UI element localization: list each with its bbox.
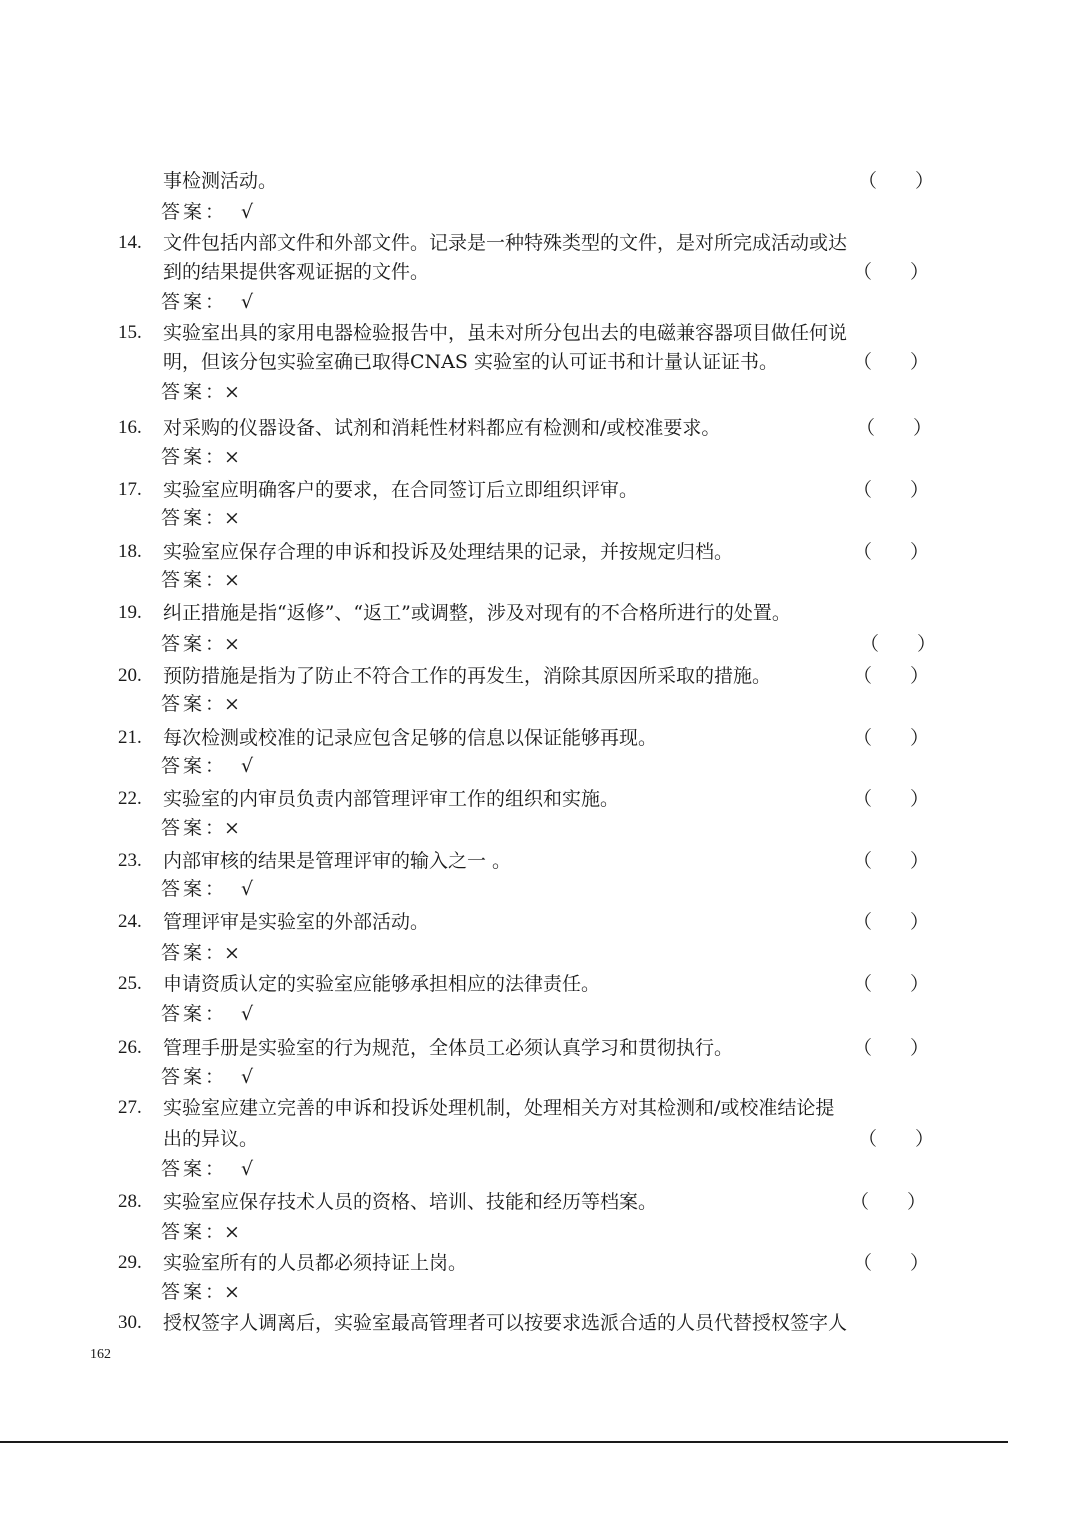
answer-mark: × [224, 693, 240, 715]
answer-20 [0, 689, 1080, 719]
answer-mark: √ [241, 1003, 254, 1025]
answer-label: 答案： [161, 755, 228, 777]
question-text: 对采购的仪器设备、试剂和消耗性材料都应有检测和/或校准要求。 [163, 417, 721, 439]
question-26 [0, 1033, 1080, 1063]
answer-16 [0, 442, 1080, 472]
question-number: 26. [118, 1037, 142, 1058]
question-number: 24. [118, 911, 142, 932]
question-text: 出的异议。 [163, 1128, 259, 1150]
question-text: 授权签字人调离后，实验室最高管理者可以按要求选派合适的人员代替授权签字人 [163, 1312, 848, 1334]
answer-blank: （ ） [853, 788, 930, 810]
answer-label: 答案： [161, 201, 228, 223]
question-text: 内部审核的结果是管理评审的输入之一 。 [163, 850, 512, 872]
question-number: 22. [118, 788, 142, 809]
question-text: 申请资质认定的实验室应能够承担相应的法律责任。 [163, 973, 601, 995]
question-19 [0, 598, 1080, 628]
answer-label: 答案： [161, 942, 228, 964]
answer-label: 答案： [161, 817, 228, 839]
answer-22 [0, 813, 1080, 843]
answer-blank: （ ） [853, 850, 930, 872]
answer-mark: × [224, 942, 240, 964]
answer-label: 答案： [161, 878, 228, 900]
answer-blank: （ ） [858, 1128, 935, 1150]
question-text: 实验室出具的家用电器检验报告中，虽未对所分包出去的电磁兼容器项目做任何说 [163, 322, 848, 344]
question-27-line-2 [0, 1124, 1080, 1154]
answer-mark: × [224, 817, 240, 839]
question-28 [0, 1187, 1080, 1217]
question-number: 16. [118, 417, 142, 438]
answer-blank: （ ） [853, 911, 930, 933]
answer-label: 答案： [161, 1158, 228, 1180]
question-text: 实验室所有的人员都必须持证上岗。 [163, 1252, 468, 1274]
question-16 [0, 413, 1080, 443]
question-number: 18. [118, 541, 142, 562]
page-number: 162 [90, 1347, 111, 1362]
question-30 [0, 1308, 1080, 1338]
question-text: 文件包括内部文件和外部文件。记录是一种特殊类型的文件，是对所完成活动或达 [163, 232, 848, 254]
question-text: 实验室应明确客户的要求，在合同签订后立即组织评审。 [163, 479, 639, 501]
answer-mark: √ [241, 878, 254, 900]
answer-label: 答案： [161, 1003, 228, 1025]
question-text: 管理评审是实验室的外部活动。 [163, 911, 430, 933]
question-15-line-2 [0, 347, 1080, 377]
answer-mark: √ [241, 291, 254, 313]
question-22 [0, 784, 1080, 814]
answer-mark: × [224, 569, 240, 591]
question-23 [0, 846, 1080, 876]
answer-mark: √ [241, 201, 254, 223]
answer-label: 答案： [161, 1066, 228, 1088]
answer-23 [0, 874, 1080, 904]
question-number: 15. [118, 322, 142, 343]
answer-13 [0, 197, 1080, 227]
question-text: 预防措施是指为了防止不符合工作的再发生，消除其原因所采取的措施。 [163, 665, 772, 687]
answer-label: 答案： [161, 633, 228, 655]
answer-mark: × [224, 1221, 240, 1243]
answer-label: 答案： [161, 507, 228, 529]
answer-mark: √ [241, 755, 254, 777]
answer-blank: （ ） [853, 479, 930, 501]
answer-25 [0, 999, 1080, 1029]
answer-14 [0, 287, 1080, 317]
answer-18 [0, 565, 1080, 595]
question-21 [0, 723, 1080, 753]
question-13-line-2 [0, 166, 1080, 196]
answer-mark: × [224, 1281, 240, 1303]
question-text: 实验室的内审员负责内部管理评审工作的组织和实施。 [163, 788, 620, 810]
question-number: 25. [118, 973, 142, 994]
question-text: 实验室应建立完善的申诉和投诉处理机制，处理相关方对其检测和/或校准结论提 [163, 1097, 835, 1119]
answer-label: 答案： [161, 381, 228, 403]
question-text: 事检测活动。 [163, 170, 278, 192]
answer-blank: （ ） [850, 1191, 927, 1213]
answer-blank: （ ） [853, 973, 930, 995]
answer-15 [0, 377, 1080, 407]
question-number: 23. [118, 850, 142, 871]
question-number: 30. [118, 1312, 142, 1333]
answer-label: 答案： [161, 1281, 228, 1303]
question-25 [0, 969, 1080, 999]
answer-blank: （ ） [853, 351, 930, 373]
answer-blank: （ ） [858, 170, 935, 192]
question-24 [0, 907, 1080, 937]
answer-mark: × [224, 446, 240, 468]
answer-mark: × [224, 381, 240, 403]
answer-mark: × [224, 633, 240, 655]
question-number: 21. [118, 727, 142, 748]
answer-21 [0, 751, 1080, 781]
answer-blank: （ ） [853, 1252, 930, 1274]
answer-label: 答案： [161, 569, 228, 591]
question-15 [0, 318, 1080, 348]
question-number: 29. [118, 1252, 142, 1273]
question-18 [0, 537, 1080, 567]
answer-blank: （ ） [860, 633, 937, 655]
question-number: 28. [118, 1191, 142, 1212]
question-text: 每次检测或校准的记录应包含足够的信息以保证能够再现。 [163, 727, 658, 749]
question-27 [0, 1093, 1080, 1123]
answer-19 [0, 629, 1080, 659]
question-text: 明，但该分包实验室确已取得CNAS 实验室的认可证书和计量认证证书。 [163, 351, 778, 373]
answer-blank: （ ） [853, 541, 930, 563]
question-20 [0, 661, 1080, 691]
answer-label: 答案： [161, 693, 228, 715]
answer-blank: （ ） [853, 665, 930, 687]
question-number: 14. [118, 232, 142, 253]
question-text: 实验室应保存合理的申诉和投诉及处理结果的记录，并按规定归档。 [163, 541, 734, 563]
answer-17 [0, 503, 1080, 533]
question-text: 实验室应保存技术人员的资格、培训、技能和经历等档案。 [163, 1191, 658, 1213]
answer-blank: （ ） [856, 417, 933, 439]
answer-label: 答案： [161, 446, 228, 468]
question-29 [0, 1248, 1080, 1278]
question-text: 管理手册是实验室的行为规范，全体员工必须认真学习和贯彻执行。 [163, 1037, 734, 1059]
answer-29 [0, 1277, 1080, 1307]
answer-mark: √ [241, 1158, 254, 1180]
answer-label: 答案： [161, 291, 228, 313]
answer-27 [0, 1154, 1080, 1184]
question-14-line-2 [0, 257, 1080, 287]
answer-label: 答案： [161, 1221, 228, 1243]
footer-rule [0, 1441, 1008, 1443]
question-text: 纠正措施是指“返修”、“返工”或调整，涉及对现有的不合格所进行的处置。 [163, 602, 791, 624]
answer-blank: （ ） [853, 727, 930, 749]
question-17 [0, 475, 1080, 505]
question-14 [0, 228, 1080, 258]
question-number: 27. [118, 1097, 142, 1118]
answer-blank: （ ） [853, 1037, 930, 1059]
question-number: 20. [118, 665, 142, 686]
answer-blank: （ ） [853, 261, 930, 283]
question-text: 到的结果提供客观证据的文件。 [163, 261, 430, 283]
question-number: 17. [118, 479, 142, 500]
question-number: 19. [118, 602, 142, 623]
answer-24 [0, 938, 1080, 968]
answer-mark: √ [241, 1066, 254, 1088]
answer-28 [0, 1217, 1080, 1247]
answer-mark: × [224, 507, 240, 529]
answer-26 [0, 1062, 1080, 1092]
